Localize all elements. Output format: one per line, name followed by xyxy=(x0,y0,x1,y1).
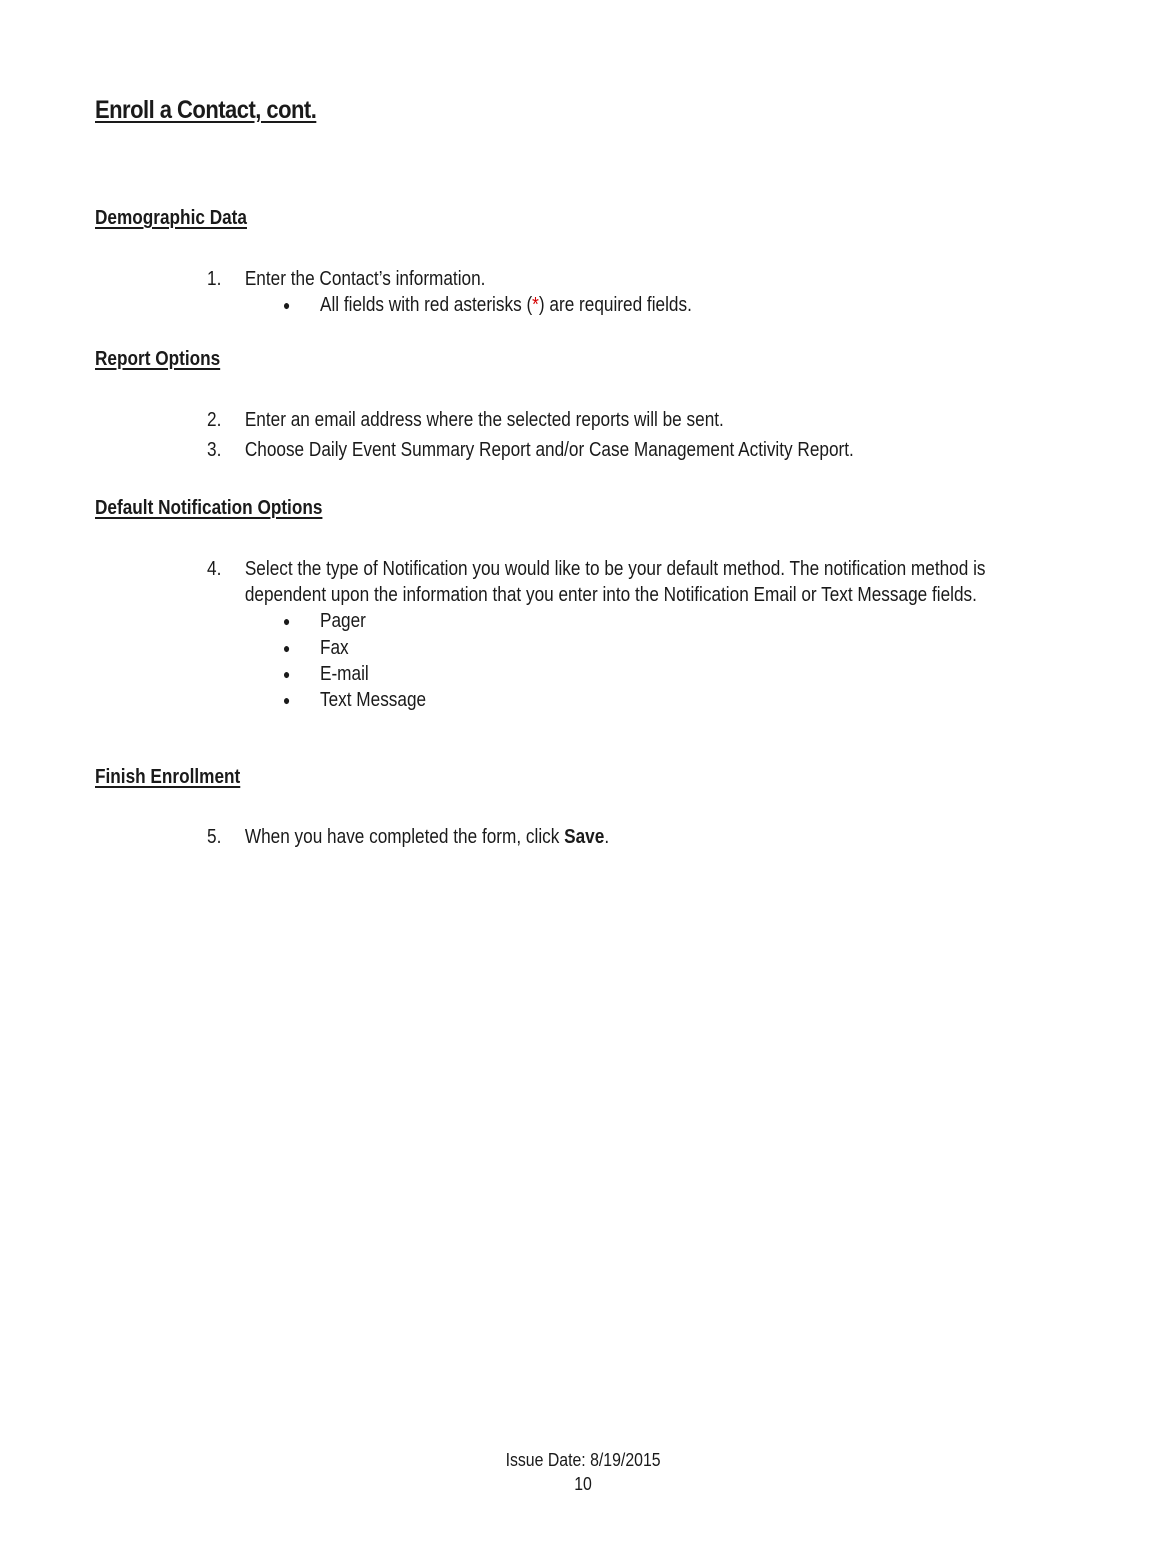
step-number: 5. xyxy=(207,826,222,848)
step-4 xyxy=(207,556,986,608)
step-3 xyxy=(207,437,854,463)
step-text xyxy=(245,824,609,850)
option-label: Pager xyxy=(319,610,366,632)
notification-option-fax xyxy=(283,635,349,661)
bullet-dot: ● xyxy=(283,640,291,656)
footer-page-number xyxy=(0,1472,1166,1496)
option-label: Text Message xyxy=(319,689,427,711)
section-heading-report-options: Report Options xyxy=(95,348,221,370)
step-2 xyxy=(207,407,724,433)
section-heading-demographic-data: Demographic Data xyxy=(95,207,247,229)
step-number: 2. xyxy=(207,409,222,431)
notification-option-text-message xyxy=(283,687,426,713)
section-heading-default-notification-options: Default Notification Options xyxy=(95,497,323,519)
option-label: Fax xyxy=(319,637,349,659)
step-5 xyxy=(207,824,609,850)
issue-date: Issue Date: 8/19/2015 xyxy=(505,1450,661,1470)
bullet-text-before: All fields with red asterisks ( xyxy=(319,294,533,316)
required-asterisk: * xyxy=(532,294,539,316)
step-text xyxy=(245,556,986,608)
step-text-line-1: Select the type of Notification you would like to be your default method. The notification method is xyxy=(244,558,986,580)
bullet-required-fields xyxy=(283,292,692,318)
step-text-before: When you have completed the form, click xyxy=(244,826,565,848)
bullet-dot: ● xyxy=(283,297,291,313)
step-text: Enter an email address where the selected reports will be sent. xyxy=(244,409,724,431)
page-title: Enroll a Contact, cont. xyxy=(95,96,317,124)
notification-option-email xyxy=(283,661,369,687)
step-text: Choose Daily Event Summary Report and/or Case Management Activity Report. xyxy=(244,439,854,461)
step-1 xyxy=(207,266,485,292)
step-text-line-2: dependent upon the information that you enter into the Notification Email or Text Message fields. xyxy=(244,584,977,606)
page-number: 10 xyxy=(574,1474,592,1494)
option-label: E-mail xyxy=(319,663,369,685)
save-keyword: Save xyxy=(564,826,605,848)
step-number: 4. xyxy=(207,558,222,580)
bullet-text-after: ) are required fields. xyxy=(538,294,692,316)
footer-issue-date xyxy=(0,1448,1166,1472)
step-number: 1. xyxy=(207,268,222,290)
bullet-dot: ● xyxy=(283,692,291,708)
bullet-dot: ● xyxy=(283,613,291,629)
step-text: Enter the Contact’s information. xyxy=(244,268,486,290)
step-number: 3. xyxy=(207,439,222,461)
bullet-dot: ● xyxy=(283,666,291,682)
section-heading-finish-enrollment: Finish Enrollment xyxy=(95,766,241,788)
notification-option-pager xyxy=(283,608,366,634)
step-text-after: . xyxy=(604,826,610,848)
